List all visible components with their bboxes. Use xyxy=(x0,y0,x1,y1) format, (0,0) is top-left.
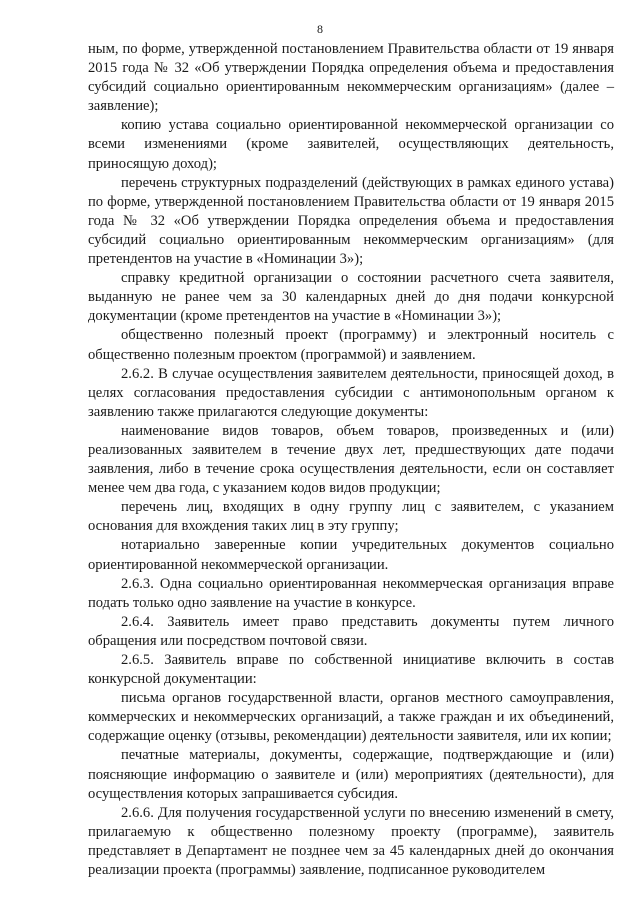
paragraph-letters: письма органов государственной власти, органов местного самоуправления, коммерческих и некоммерческих организаций, а также граждан и их объединений, содержащие оценку (отзывы, рекомендации) деятельности заявителя, или их копии; xyxy=(88,690,614,745)
document-body xyxy=(88,40,614,880)
paragraph-2-6-2: 2.6.2. В случае осуществления заявителем деятельности, приносящей доход, в целях согласования предоставления субсидии с антимонопольным органом к заявлению также прилагаются следующие документы: xyxy=(88,365,614,420)
paragraph-bank-statement: справку кредитной организации о состоянии расчетного счета заявителя, выданную не ранее чем за 30 календарных дней до дня подачи конкурсной документации (кроме претендентов на участие в «Номинации 3»); xyxy=(88,270,614,325)
paragraph-2-6-6: 2.6.6. Для получения государственной услуги по внесению изменений в смету, прилагаемую к общественно полезному проекту (программе), заявитель представляет в Департамент не позднее чем за 45 календарных дней до окончания реализации проекта (программы) заявление, подписанное руководителем xyxy=(88,804,614,879)
paragraph-2-6-5: 2.6.5. Заявитель вправе по собственной инициативе включить в состав конкурсной документации: xyxy=(88,652,614,688)
paragraph-application-form: ным, по форме, утвержденной постановлением Правительства области от 19 января 2015 года № 32 «Об утверждении Порядка определения объема и предоставления субсидий социально ориентированным некоммерческим организациям» (далее – заявление); xyxy=(88,41,614,115)
paragraph-printed-materials: печатные материалы, документы, содержащие, подтверждающие и (или) поясняющие информацию о заявителе и (или) мероприятиях (деятельности), для осуществления которых запрашивается субсидия. xyxy=(88,747,614,802)
paragraph-project-and-media: общественно полезный проект (программу) и электронный носитель с общественно полезным проектом (программой) и заявлением. xyxy=(88,327,614,363)
paragraph-group-persons: перечень лиц, входящих в одну группу лиц с заявителем, с указанием основания для вхождения таких лиц в эту группу; xyxy=(88,499,614,535)
page-number: 8 xyxy=(317,22,323,36)
paragraph-2-6-3: 2.6.3. Одна социально ориентированная некоммерческая организация вправе подать только одно заявление на участие в конкурсе. xyxy=(88,575,614,611)
paragraph-charter-copy: копию устава социально ориентированной некоммерческой организации со всеми изменениями (кроме заявителей, осуществляющих деятельность, приносящую доход); xyxy=(88,117,614,172)
paragraph-subdivisions-list: перечень структурных подразделений (действующих в рамках единого устава) по форме, утвержденной постановлением Правительства области от 19 января 2015 года № 32 «Об утверждении Порядка определения объема и предоставления субсидий социально ориентированным некоммерческим организациям» (для претендентов на участие в «Номинации 3»); xyxy=(88,174,614,268)
paragraph-notarized-copies: нотариально заверенные копии учредительных документов социально ориентированной некоммерческой организации. xyxy=(88,537,614,573)
paragraph-2-6-4: 2.6.4. Заявитель имеет право представить документы путем личного обращения или посредством почтовой связи. xyxy=(88,613,614,649)
paragraph-goods-volume: наименование видов товаров, объем товаров, произведенных и (или) реализованных заявителем в течение двух лет, предшествующих дате подачи заявления, либо в течение срока осуществления деятельности, если он составляет менее чем два года, с указанием кодов видов продукции; xyxy=(88,422,614,497)
